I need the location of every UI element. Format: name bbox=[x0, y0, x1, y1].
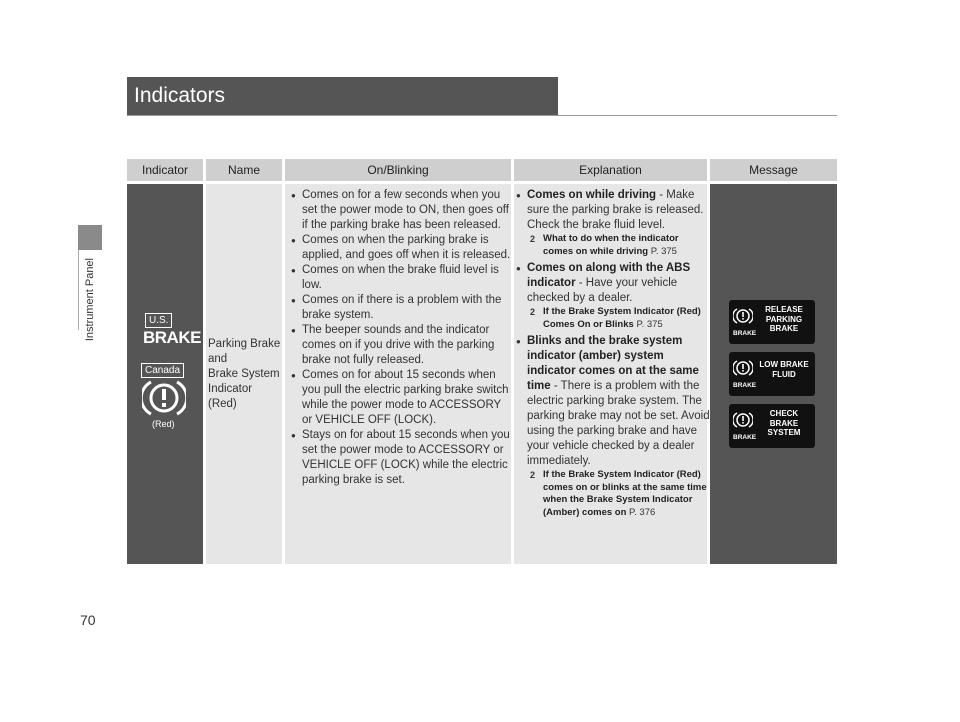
on-blinking-item: ● Comes on when the brake fluid level is low. bbox=[290, 263, 512, 293]
message-line: CHECK bbox=[769, 409, 799, 418]
section-label: Instrument Panel bbox=[84, 258, 96, 342]
title-underline bbox=[127, 115, 837, 116]
header-on-blinking: On/Blinking bbox=[285, 159, 511, 181]
message-text bbox=[755, 360, 813, 379]
message-line: SYSTEM bbox=[767, 428, 801, 437]
message-brake-label: BRAKE bbox=[733, 382, 757, 389]
section-tab bbox=[78, 225, 102, 250]
message-line: RELEASE bbox=[765, 305, 803, 314]
on-blinking-item: ● The beeper sounds and the indicator comes on if you drive with the parking brake not fully released. bbox=[290, 323, 512, 368]
explanation-list bbox=[516, 188, 710, 522]
header-explanation: Explanation bbox=[514, 159, 707, 181]
explanation-heading: Comes on along with the ABS indicator bbox=[527, 262, 691, 289]
explanation-heading: Blinks and the brake system indicator (amber) system indicator comes on at the same time bbox=[527, 335, 699, 392]
message-brake-label: BRAKE bbox=[733, 330, 757, 337]
brake-warning-icon bbox=[733, 358, 753, 378]
explanation-item bbox=[516, 261, 710, 306]
brake-indicator-icon: BRAKE bbox=[143, 328, 201, 347]
on-blinking-item: ● Comes on if there is a problem with the brake system. bbox=[290, 293, 512, 323]
page-reference-link[interactable] bbox=[530, 233, 710, 258]
on-blinking-item: ● Comes on for a few seconds when you set the power mode to ON, then goes off if the parking brake has been released. bbox=[290, 188, 512, 233]
reference-arrow-icon: 2 bbox=[530, 307, 536, 317]
on-blinking-item: ● Comes on when the parking brake is applied, and goes off when it is released. bbox=[290, 233, 512, 263]
red-label: (Red) bbox=[152, 419, 175, 429]
page-number: 70 bbox=[80, 612, 96, 628]
reference-arrow-icon: 2 bbox=[530, 470, 536, 480]
on-blinking-item: ● Stays on for about 15 seconds when you set the power mode to ACCESSORY or VEHICLE OFF (LOCK) while the electric parking brake is set. bbox=[290, 428, 512, 488]
message-line: PARKING bbox=[765, 314, 803, 324]
explanation-heading: Comes on while driving bbox=[527, 189, 657, 201]
reference-title: What to do when the indicator comes on while driving bbox=[543, 233, 679, 257]
message-brake-label: BRAKE bbox=[733, 434, 757, 441]
name-line: Indicator bbox=[208, 383, 253, 395]
explanation-text: - Have your vehicle checked by a dealer. bbox=[527, 277, 678, 304]
message-check-brake-system bbox=[729, 404, 815, 448]
message-line: LOW BRAKE bbox=[759, 360, 809, 369]
message-line: FLUID bbox=[772, 369, 796, 379]
message-text bbox=[755, 409, 813, 438]
explanation-text: - There is a problem with the electric parking brake system. The parking brake may not be set. Avoid using the parking brake and have your vehicle checked by a dealer immediately. bbox=[527, 380, 710, 467]
reference-page: P. 375 bbox=[633, 318, 663, 330]
canada-tag: Canada bbox=[141, 363, 184, 378]
explanation-item bbox=[516, 188, 710, 233]
reference-page: P. 375 bbox=[648, 245, 677, 257]
reference-title: If the Brake System Indicator (Red) comes on or blinks at the same time when the Brake System Indicator (Amber) comes on bbox=[543, 469, 707, 518]
message-text bbox=[755, 305, 813, 334]
brake-warning-icon bbox=[733, 410, 753, 430]
brake-exclamation-icon bbox=[142, 378, 186, 418]
message-line: BRAKE bbox=[769, 324, 799, 333]
name-line: Parking Brake bbox=[208, 338, 281, 350]
message-line: BRAKE bbox=[769, 418, 799, 428]
page-title: Indicators bbox=[127, 77, 558, 115]
reference-page: P. 376 bbox=[626, 506, 656, 518]
header-message: Message bbox=[710, 159, 837, 181]
name-line: and bbox=[208, 353, 228, 365]
name-line: Brake System bbox=[208, 368, 280, 380]
explanation-item bbox=[516, 334, 710, 469]
reference-title: If the Brake System Indicator (Red) Comes On or Blinks bbox=[543, 306, 701, 330]
header-indicator: Indicator bbox=[127, 159, 203, 181]
section-rule bbox=[78, 250, 79, 330]
on-blinking-list bbox=[290, 188, 512, 488]
us-tag: U.S. bbox=[145, 313, 172, 328]
name-line: (Red) bbox=[208, 398, 237, 410]
brake-warning-icon bbox=[733, 306, 753, 326]
header-name: Name bbox=[206, 159, 282, 181]
indicator-name bbox=[208, 337, 280, 412]
page-reference-link[interactable] bbox=[530, 306, 710, 331]
message-release-parking-brake bbox=[729, 300, 815, 344]
on-blinking-item: ● Comes on for about 15 seconds when you pull the electric parking brake switch while the power mode to ACCESSORY or VEHICLE OFF (LOCK). bbox=[290, 368, 512, 428]
page-reference-link[interactable] bbox=[530, 469, 710, 519]
reference-arrow-icon: 2 bbox=[530, 234, 536, 244]
message-low-brake-fluid bbox=[729, 352, 815, 396]
explanation-text: - Make sure the parking brake is released. Check the brake fluid level. bbox=[527, 189, 704, 231]
